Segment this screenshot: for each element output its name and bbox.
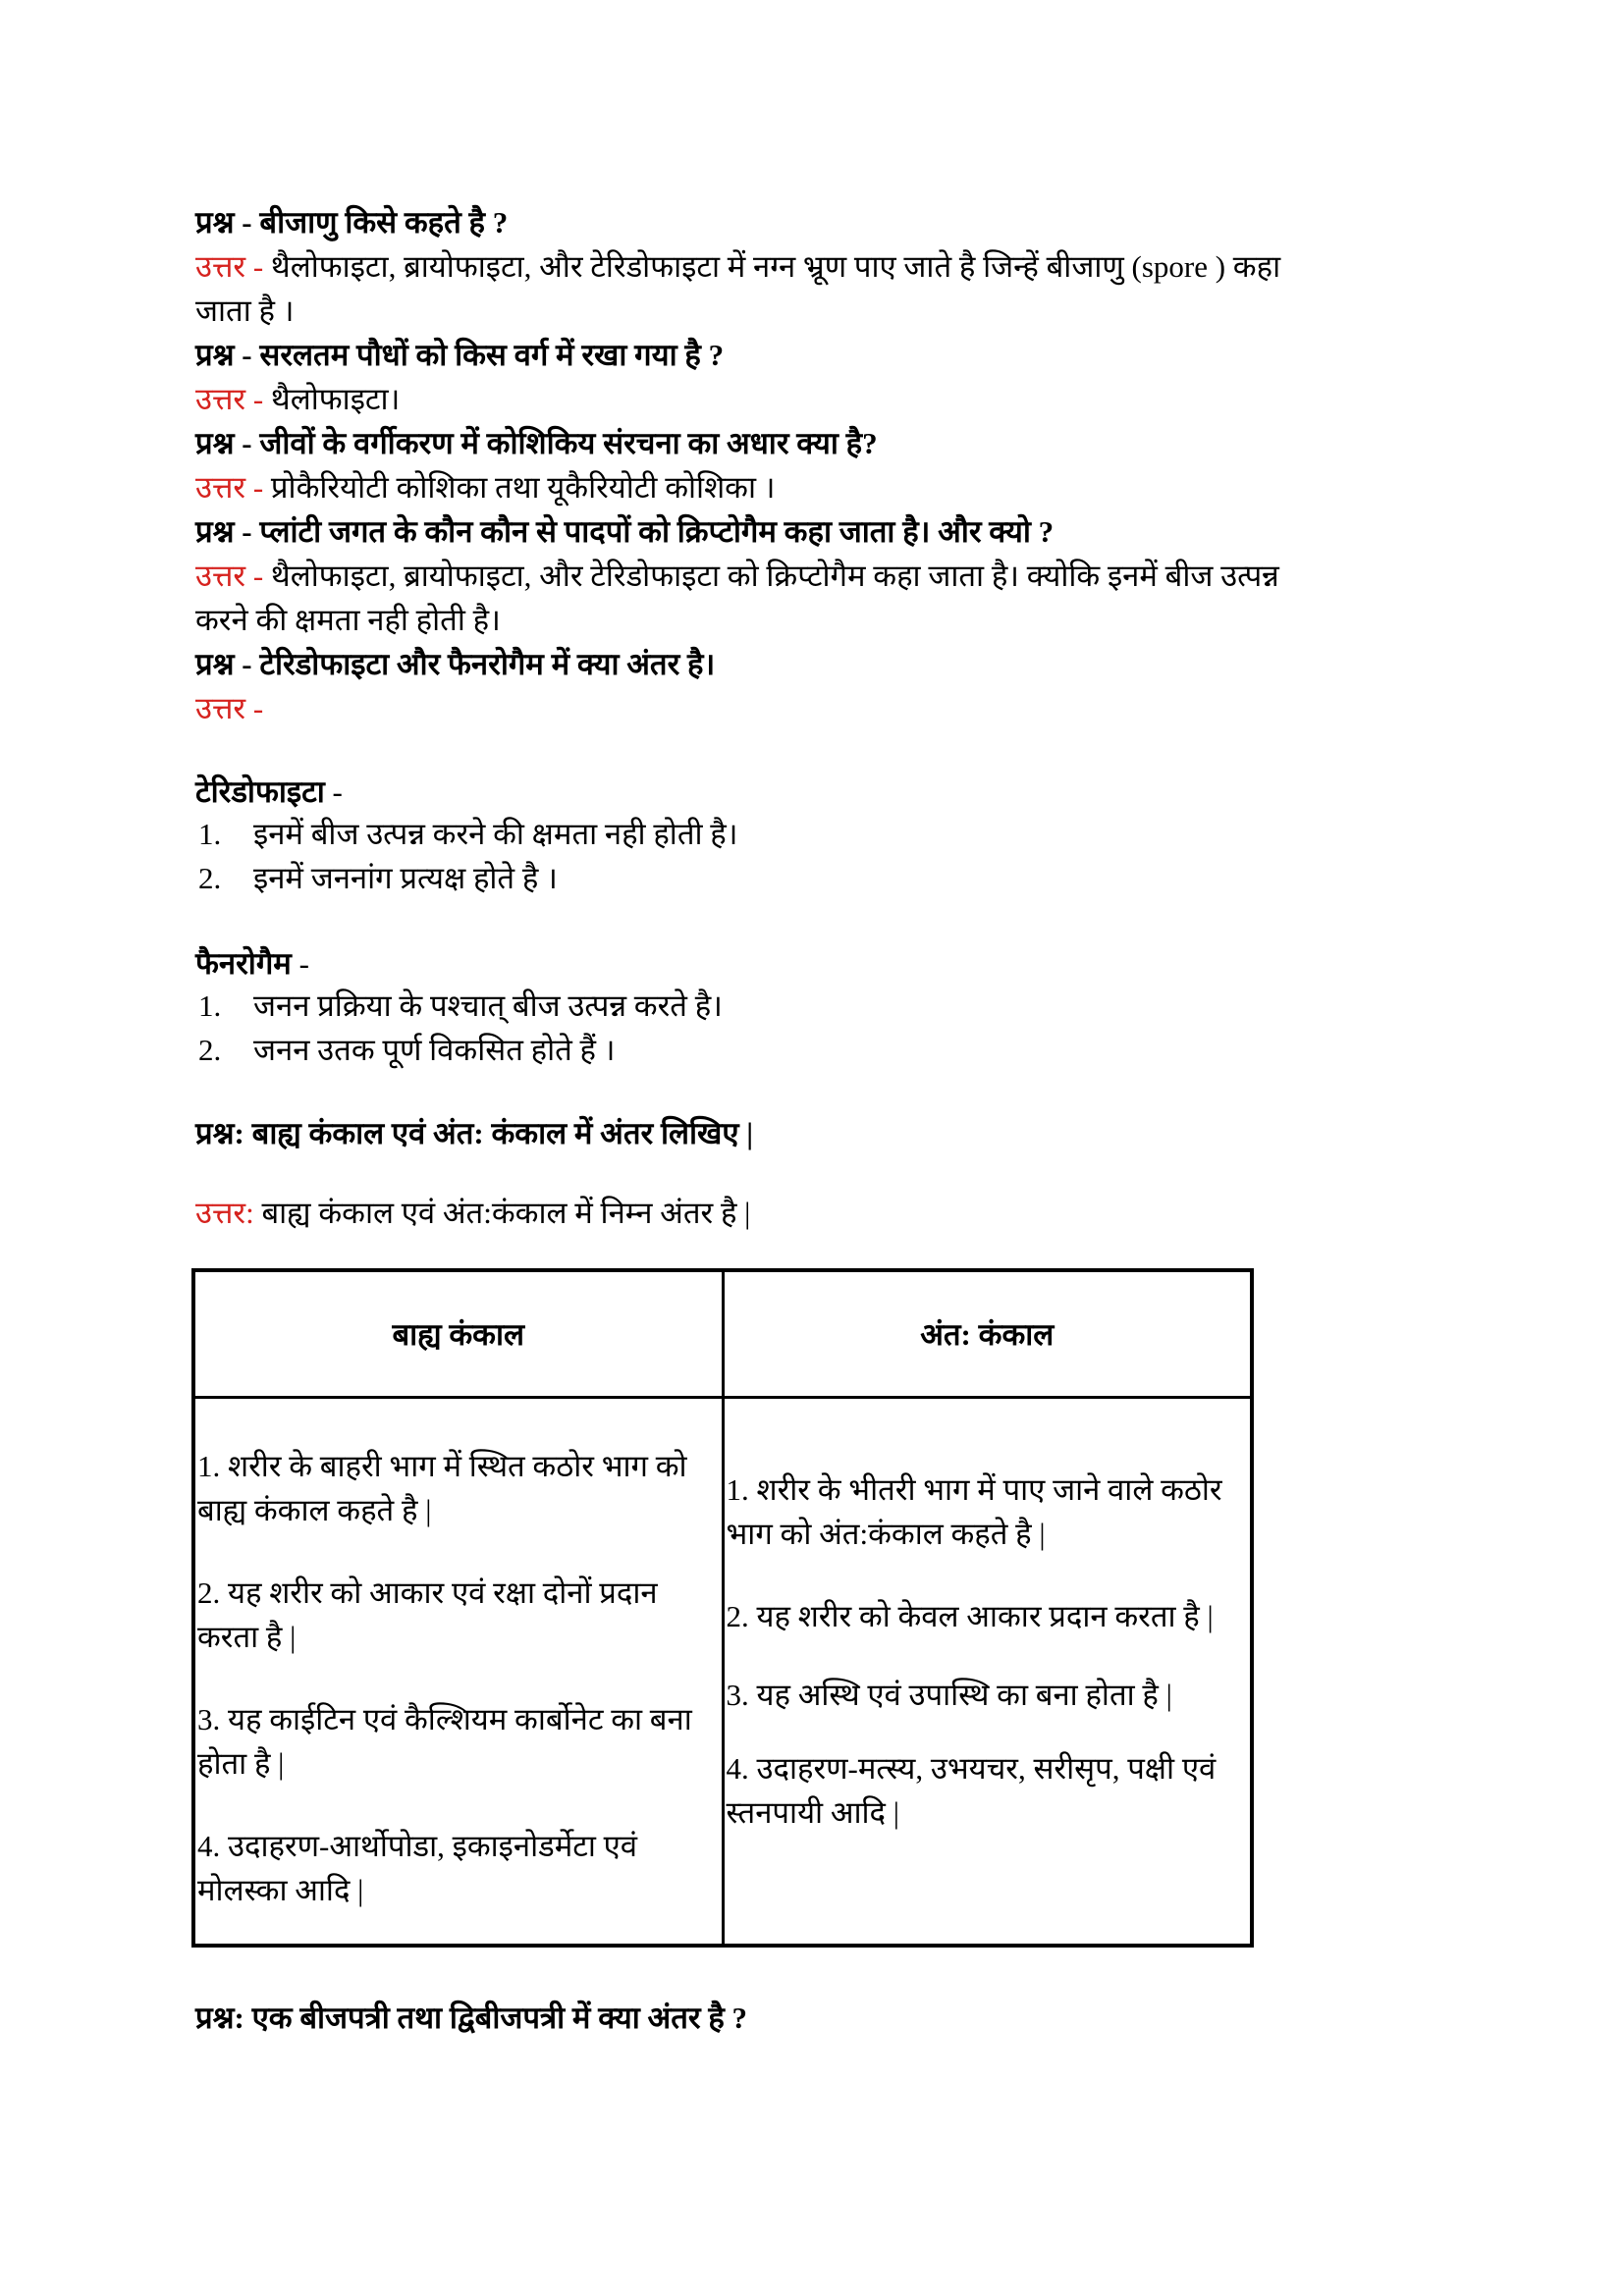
group-suffix: -: [291, 946, 309, 981]
list-item: 2. इनमें जननांग प्रत्यक्ष होते है ।: [198, 861, 558, 895]
answer-5: [195, 687, 263, 730]
table-cell-left: [193, 1398, 723, 1947]
question-text: टेरिडोफाइटा और फैनरोगैम में क्या अंतर है।: [259, 647, 716, 681]
answer-label: उत्तर -: [195, 559, 271, 593]
list-item: 1. जनन प्रक्रिया के पश्चात् बीज उत्पन्न करते है।: [198, 988, 723, 1023]
answer-skeleton: [195, 1192, 750, 1235]
answer-1-continued: जाता है ।: [195, 294, 295, 328]
list-item: 1. इनमें बीज उत्पन्न करने की क्षमता नही होती है।: [198, 817, 738, 851]
answer-text: थैलोफाइटा, ब्रायोफाइटा, और टेरिडोफाइटा में नग्न भ्रूण पाए जाते है जिन्हें बीजाणु (spore ) कहा: [270, 249, 1281, 284]
question-1: [195, 201, 508, 244]
table-header-exoskeleton: बाह्य कंकाल: [193, 1270, 723, 1398]
question-text: जीवों के वर्गीकरण में कोशिकिय संरचना का अधार क्या है?: [259, 426, 878, 460]
answer-1: [195, 245, 1280, 289]
list-item: 2. जनन उतक पूर्ण विकसित होते हैं ।: [198, 1033, 616, 1067]
question-text: सरलतम पौधों को किस वर्ग में रखा गया है ?: [259, 338, 725, 372]
answer-label: उत्तर -: [195, 470, 271, 505]
table-cell-item: 2. यह शरीर को केवल आकार प्रदान करता है |: [726, 1599, 1214, 1633]
question-3: [195, 422, 878, 465]
list-item-text: इनमें जननांग प्रत्यक्ष होते है ।: [253, 861, 558, 895]
answer-4-continued: करने की क्षमता नही होती है।: [195, 603, 501, 637]
group-title: फैनरोगैम: [195, 946, 292, 981]
table-header-endoskeleton: अंत: कंकाल: [723, 1270, 1252, 1398]
table-cell-item: 1. शरीर के बाहरी भाग में स्थित कठोर भाग को बाह्य कंकाल कहते है |: [197, 1449, 687, 1527]
list-item-text: जनन प्रक्रिया के पश्चात् बीज उत्पन्न करते है।: [253, 988, 723, 1023]
question-skeleton: प्रश्न: बाह्य कंकाल एवं अंत: कंकाल में अंतर लिखिए |: [195, 1116, 754, 1150]
answer-text: प्रोकैरियोटी कोशिका तथा यूकैरियोटी कोशिका ।: [270, 470, 776, 505]
answer-2: [195, 378, 400, 421]
table-cell-item: 3. यह काईटिन एवं कैल्शियम कार्बोनेट का बना होता है |: [197, 1702, 692, 1781]
answer-text: थैलोफाइटा।: [270, 382, 401, 416]
table-cell-item: 4. उदाहरण-आर्थोपोडा, इकाइनोडर्मेटा एवं मोलस्का आदि |: [197, 1829, 638, 1907]
answer-label: उत्तर:: [195, 1196, 254, 1230]
question-label: प्रश्न -: [195, 647, 260, 681]
table-cell-right: [723, 1398, 1252, 1947]
question-label: प्रश्न -: [195, 338, 260, 372]
group-title: टेरिडोफाइटा: [195, 774, 325, 809]
table-cell-item: 2. यह शरीर को आकार एवं रक्षा दोनों प्रदान करता है |: [197, 1575, 658, 1654]
question-2: [195, 334, 724, 377]
question-4: [195, 510, 1054, 554]
answer-3: [195, 466, 776, 509]
table-header-row: [193, 1270, 1252, 1398]
comparison-table: [191, 1268, 1254, 1948]
list-item-text: इनमें बीज उत्पन्न करने की क्षमता नही होती है।: [253, 817, 738, 851]
answer-4: [195, 555, 1279, 598]
table-cell-item: 4. उदाहरण-मत्स्य, उभयचर, सरीसृप, पक्षी एवं स्तनपायी आदि |: [726, 1751, 1217, 1830]
table-cell-item: 3. यह अस्थि एवं उपास्थि का बना होता है |: [726, 1678, 1172, 1712]
answer-text: थैलोफाइटा, ब्रायोफाइटा, और टेरिडोफाइटा को क्रिप्टोगैम कहा जाता है। क्योकि इनमें बीज उत्पन्न: [270, 559, 1279, 593]
table-cell-item: 1. शरीर के भीतरी भाग में पाए जाने वाले कठोर भाग को अंत:कंकाल कहते है |: [726, 1472, 1222, 1551]
list-item-text: जनन उतक पूर्ण विकसित होते हैं ।: [253, 1033, 616, 1067]
question-label: प्रश्न -: [195, 426, 260, 460]
group-heading-phanerogams: [195, 942, 309, 986]
answer-label: उत्तर -: [195, 691, 264, 725]
group-suffix: -: [324, 774, 343, 809]
question-label: प्रश्न -: [195, 514, 260, 549]
answer-text: बाह्य कंकाल एवं अंत:कंकाल में निम्न अंतर है |: [253, 1196, 751, 1230]
question-text: बीजाणु किसे कहते है ?: [259, 205, 509, 240]
answer-label: उत्तर -: [195, 382, 271, 416]
table-row: [193, 1398, 1252, 1947]
group-heading-pteridophyta: [195, 771, 343, 814]
answer-label: उत्तर -: [195, 249, 271, 284]
question-text: प्लांटी जगत के कौन कौन से पादपों को क्रिप्टोगैम कहा जाता है। और क्यो ?: [259, 514, 1055, 549]
question-label: प्रश्न -: [195, 205, 260, 240]
question-monocot-dicot: प्रश्न: एक बीजपत्री तथा द्विबीजपत्री में क्या अंतर है ?: [195, 2001, 748, 2035]
question-5: [195, 643, 715, 686]
